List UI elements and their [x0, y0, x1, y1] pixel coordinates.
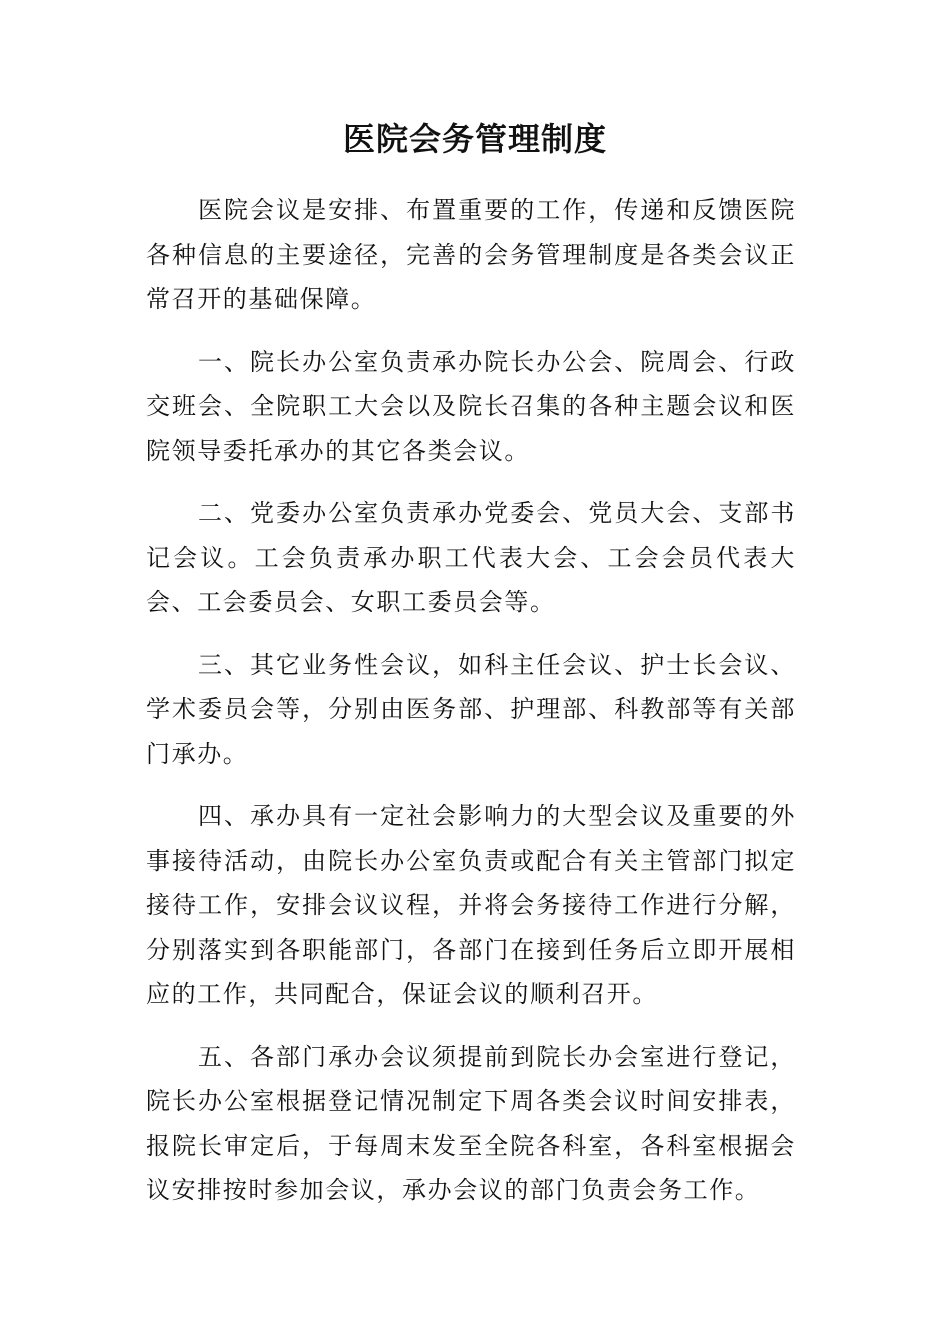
paragraph-item-2: 二、党委办公室负责承办党委会、党员大会、支部书记会议。工会负责承办职工代表大会、工会会员代表大会、工会委员会、女职工委员会等。 — [146, 499, 796, 616]
document-title: 医院会务管理制度 — [342, 120, 607, 158]
paragraph-intro: 医院会议是安排、布置重要的工作，传递和反馈医院各种信息的主要途径，完善的会务管理制度是各类会议正常召开的基础保障。 — [146, 196, 796, 313]
paragraph-item-5: 五、各部门承办会议须提前到院长办会室进行登记，院长办公室根据登记情况制定下周各类会议时间安排表，报院长审定后，于每周末发至全院各科室，各科室根据会议安排按时参加会议，承办会议的部门负责会务工作。 — [146, 1042, 796, 1204]
paragraph-item-1: 一、院长办公室负责承办院长办公会、院周会、行政交班会、全院职工大会以及院长召集的各种主题会议和医院领导委托承办的其它各类会议。 — [146, 347, 796, 465]
document-body — [146, 188, 796, 1231]
paragraph-item-4: 四、承办具有一定社会影响力的大型会议及重要的外事接待活动，由院长办公室负责或配合有关主管部门拟定接待工作，安排会议议程，并将会务接待工作进行分解，分别落实到各职能部门，各部门在接到任务后立即开展相应的工作，共同配合，保证会议的顺利召开。 — [146, 802, 796, 1008]
paragraph-item-3: 三、其它业务性会议，如科主任会议、护士长会议、学术委员会等，分别由医务部、护理部、科教部等有关部门承办。 — [146, 650, 796, 768]
